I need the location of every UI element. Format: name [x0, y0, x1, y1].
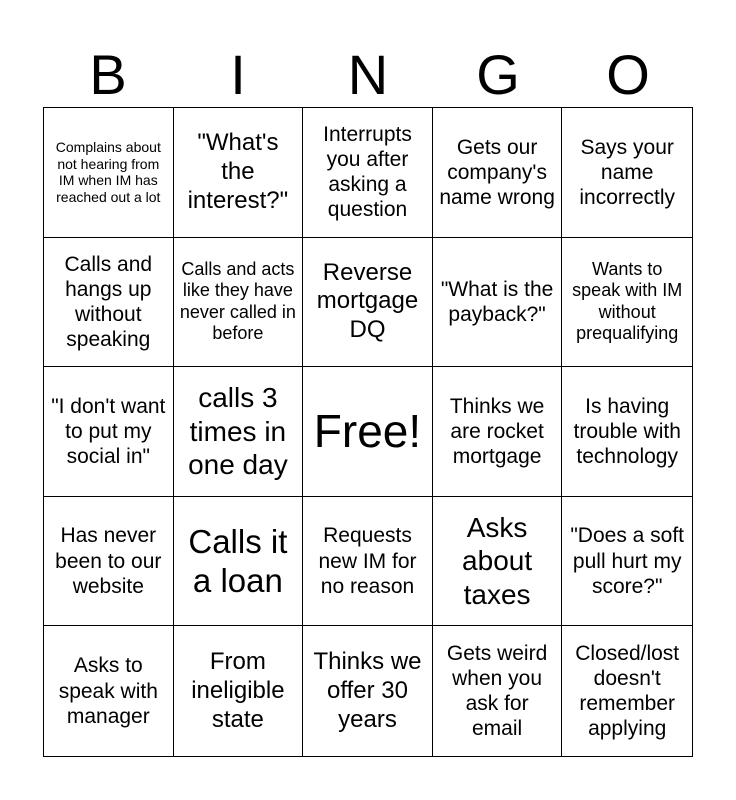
- bingo-cell[interactable]: [174, 238, 304, 368]
- cell-text: Has never been to our website: [55, 524, 162, 598]
- cell-text: Gets weird when you ask for email: [446, 641, 548, 741]
- free-space-text: Free!: [313, 404, 422, 457]
- bingo-cell[interactable]: [174, 108, 304, 238]
- cell-text: Calls and acts like they have never called in before: [179, 258, 296, 344]
- bingo-cell[interactable]: [433, 497, 563, 627]
- header-letter-g: G: [476, 43, 520, 106]
- bingo-cell[interactable]: [433, 626, 563, 756]
- header-letter-n: N: [347, 43, 389, 106]
- header-letter-b: B: [89, 43, 127, 106]
- cell-text: "What is the payback?": [440, 277, 554, 326]
- bingo-cell[interactable]: [562, 238, 692, 368]
- cell-text: Reverse mortgage DQ: [316, 258, 419, 344]
- cell-text: "What's the interest?": [187, 129, 289, 214]
- bingo-board: [43, 107, 693, 757]
- cell-text: Says your name incorrectly: [579, 135, 676, 209]
- cell-text: From ineligible state: [191, 648, 285, 733]
- bingo-header: [43, 42, 693, 108]
- cell-text: Interrupts you after asking a question: [323, 122, 412, 222]
- cell-text: Calls and hangs up without speaking: [64, 252, 153, 352]
- bingo-cell[interactable]: [303, 108, 433, 238]
- bingo-cell[interactable]: [44, 626, 174, 756]
- cell-text: Thinks we offer 30 years: [313, 648, 422, 733]
- cell-text: Calls it a loan: [188, 522, 288, 600]
- cell-text: Asks to speak with manager: [58, 654, 158, 728]
- bingo-cell[interactable]: [44, 497, 174, 627]
- bingo-cell[interactable]: [562, 108, 692, 238]
- bingo-cell[interactable]: [433, 238, 563, 368]
- cell-text: Wants to speak with IM without prequalifying: [572, 258, 683, 344]
- bingo-cell[interactable]: [174, 497, 304, 627]
- cell-text: Is having trouble with technology: [573, 394, 681, 469]
- bingo-cell[interactable]: [303, 497, 433, 627]
- header-letter-o: O: [606, 43, 650, 106]
- bingo-cell[interactable]: [44, 367, 174, 497]
- cell-text: "Does a soft pull hurt my score?": [570, 524, 685, 598]
- bingo-cell[interactable]: [562, 626, 692, 756]
- cell-text: Gets our company's name wrong: [439, 135, 555, 209]
- header-letter-i: I: [230, 43, 246, 106]
- cell-text: Closed/lost doesn't remember applying: [575, 641, 680, 741]
- bingo-cell[interactable]: [44, 238, 174, 368]
- cell-text: calls 3 times in one day: [188, 382, 288, 481]
- bingo-cell[interactable]: [44, 108, 174, 238]
- bingo-cell[interactable]: [433, 367, 563, 497]
- cell-text: Asks about taxes: [462, 511, 533, 610]
- bingo-cell[interactable]: [303, 626, 433, 756]
- bingo-cell[interactable]: [303, 238, 433, 368]
- bingo-cell[interactable]: [174, 626, 304, 756]
- cell-text: Thinks we are rocket mortgage: [449, 394, 545, 469]
- cell-text: "I don't want to put my social in": [51, 394, 166, 469]
- bingo-cell[interactable]: [174, 367, 304, 497]
- free-space-cell[interactable]: [303, 367, 433, 497]
- bingo-cell[interactable]: [433, 108, 563, 238]
- cell-text: Complains about not hearing from IM when IM has reached out a lot: [55, 138, 161, 206]
- bingo-cell[interactable]: [562, 497, 692, 627]
- bingo-cell[interactable]: [562, 367, 692, 497]
- cell-text: Requests new IM for no reason: [318, 524, 417, 598]
